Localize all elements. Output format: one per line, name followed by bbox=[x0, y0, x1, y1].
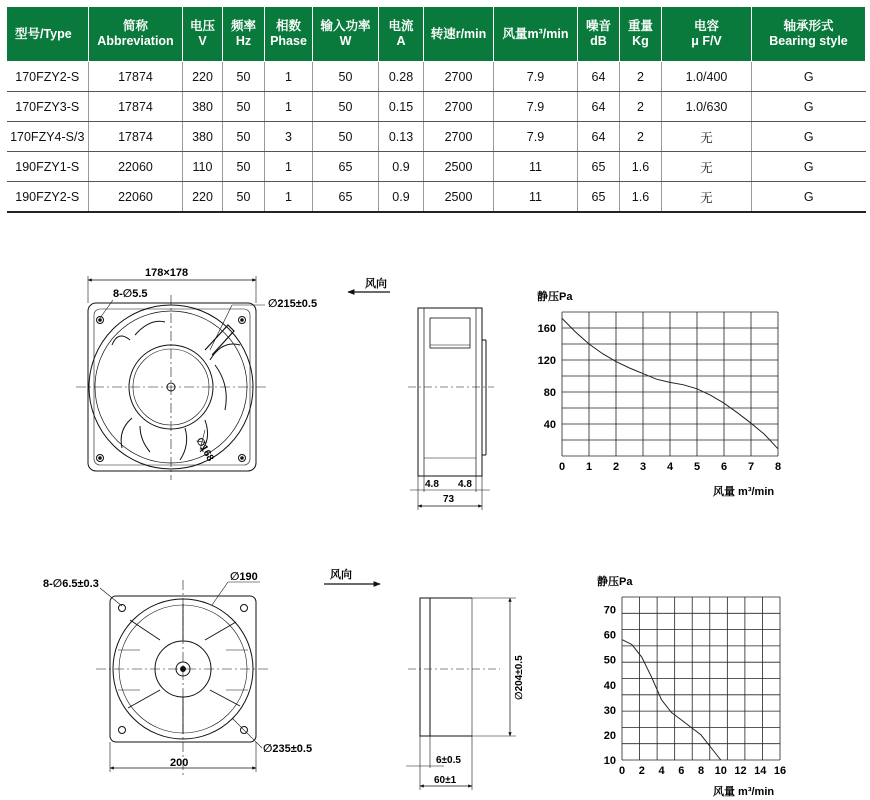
fan2-width-label: 200 bbox=[170, 757, 189, 769]
x-tick-label: 8 bbox=[697, 765, 705, 777]
y-tick-label: 10 bbox=[603, 755, 616, 767]
table-cell: 380 bbox=[183, 92, 223, 122]
chart-title: 静压Pa bbox=[537, 291, 573, 303]
table-cell: 50 bbox=[223, 182, 265, 213]
fan2-airflow-label: 风向 bbox=[330, 569, 352, 581]
table-cell: 220 bbox=[183, 182, 223, 213]
y-tick-label: 20 bbox=[603, 729, 616, 742]
header-label: 重量 bbox=[627, 19, 653, 33]
fan1-side-dim-right: 4.8 bbox=[458, 479, 472, 490]
header-label: 相数 bbox=[275, 19, 301, 33]
table-cell: 11 bbox=[494, 182, 578, 213]
table-cell: 0.28 bbox=[379, 62, 424, 92]
table-cell: 50 bbox=[313, 62, 379, 92]
header-label: 电流 bbox=[388, 19, 414, 33]
table-cell: 1 bbox=[265, 62, 313, 92]
table-cell: 11 bbox=[494, 152, 578, 182]
x-tick-label: 2 bbox=[638, 765, 645, 777]
fan1-side-view bbox=[408, 308, 494, 510]
table-cell: G bbox=[752, 62, 866, 92]
table-cell: 170FZY4-S/3 bbox=[7, 122, 89, 152]
header-sublabel: Hz bbox=[235, 34, 252, 48]
x-tick-label: 2 bbox=[612, 461, 620, 473]
x-tick-label: 6 bbox=[720, 461, 728, 473]
x-tick-label: 5 bbox=[693, 461, 701, 473]
x-tick-label: 6 bbox=[678, 765, 685, 777]
header-label: 输入功率 bbox=[320, 19, 371, 33]
table-cell: 50 bbox=[223, 62, 265, 92]
fan1-side-dim-left: 4.8 bbox=[425, 479, 439, 490]
header-sublabel: Bearing style bbox=[769, 34, 848, 48]
x-tick-label: 4 bbox=[658, 765, 665, 777]
fan1-size-label: 178×178 bbox=[145, 267, 189, 279]
table-cell: 170FZY3-S bbox=[7, 92, 89, 122]
y-tick-label: 50 bbox=[603, 654, 616, 667]
table-cell: 110 bbox=[183, 152, 223, 182]
header-sublabel: V bbox=[198, 34, 207, 48]
header-label: 转速r/min bbox=[430, 26, 487, 41]
header-sublabel: W bbox=[339, 34, 352, 48]
table-cell: 2700 bbox=[424, 122, 494, 152]
table-cell: 1.6 bbox=[620, 152, 662, 182]
fan1-outer-dia-label: ∅215±0.5 bbox=[268, 298, 318, 310]
chart-title: 静压Pa bbox=[597, 576, 633, 588]
table-cell: 22060 bbox=[89, 182, 183, 213]
table-cell: 1.0/630 bbox=[662, 92, 752, 122]
header-label: 轴承形式 bbox=[783, 19, 834, 33]
header-sublabel: μ F/V bbox=[691, 34, 722, 48]
table-cell: 1.0/400 bbox=[662, 62, 752, 92]
fan2-hole-label: 8-∅6.5±0.3 bbox=[43, 578, 99, 590]
y-tick-label: 120 bbox=[537, 355, 556, 367]
y-tick-label: 60 bbox=[603, 629, 616, 642]
table-cell: 65 bbox=[313, 182, 379, 213]
table-cell: 65 bbox=[313, 152, 379, 182]
table-cell: 50 bbox=[223, 152, 265, 182]
table-cell: 2500 bbox=[424, 152, 494, 182]
table-cell: 0.9 bbox=[379, 152, 424, 182]
x-tick-label: 4 bbox=[666, 461, 674, 473]
header-label: 风量m³/min bbox=[502, 26, 569, 41]
header-label: 简称 bbox=[122, 19, 148, 33]
y-tick-label: 160 bbox=[537, 323, 556, 335]
header-sublabel: Abbreviation bbox=[97, 34, 174, 48]
table-cell: 22060 bbox=[89, 152, 183, 182]
table-cell: 50 bbox=[223, 92, 265, 122]
x-tick-label: 1 bbox=[585, 461, 593, 473]
x-tick-label: 14 bbox=[754, 765, 767, 777]
x-tick-label: 0 bbox=[618, 765, 626, 777]
table-cell: 170FZY2-S bbox=[7, 62, 89, 92]
y-tick-label: 70 bbox=[603, 604, 616, 617]
table-cell: G bbox=[752, 182, 866, 213]
table-cell: 7.9 bbox=[494, 62, 578, 92]
table-cell: 2700 bbox=[424, 92, 494, 122]
header-label: 型号/Type bbox=[15, 26, 72, 41]
x-tick-label: 7 bbox=[747, 461, 755, 473]
table-cell: 190FZY2-S bbox=[7, 182, 89, 213]
table-cell: 2700 bbox=[424, 62, 494, 92]
table-cell: 无 bbox=[662, 182, 752, 213]
table-cell: 380 bbox=[183, 122, 223, 152]
table-cell: 7.9 bbox=[494, 92, 578, 122]
table-cell: 2500 bbox=[424, 182, 494, 213]
fan2-side-flange-label: 6±0.5 bbox=[436, 755, 461, 766]
y-tick-label: 80 bbox=[543, 387, 556, 399]
y-tick-label: 40 bbox=[603, 679, 616, 692]
table-cell: 50 bbox=[223, 122, 265, 152]
y-tick-label: 30 bbox=[603, 704, 616, 717]
table-cell: 64 bbox=[578, 62, 620, 92]
table-cell: 0.13 bbox=[379, 122, 424, 152]
x-tick-label: 0 bbox=[558, 461, 566, 473]
series-line-190FZY bbox=[622, 640, 721, 760]
table-cell: 17874 bbox=[89, 62, 183, 92]
fan2-front-view bbox=[96, 580, 270, 778]
table-cell: 0.15 bbox=[379, 92, 424, 122]
x-axis-label: 风量 m³/min bbox=[713, 786, 775, 798]
fan1-front-view bbox=[76, 276, 268, 480]
table-cell: 17874 bbox=[89, 122, 183, 152]
table-cell: 50 bbox=[313, 92, 379, 122]
header-label: 频率 bbox=[230, 19, 256, 33]
header-label: 噪音 bbox=[585, 19, 611, 33]
fan1-side-depth: 73 bbox=[443, 494, 455, 505]
table-cell: G bbox=[752, 152, 866, 182]
table-cell: 无 bbox=[662, 152, 752, 182]
x-tick-label: 16 bbox=[773, 765, 787, 777]
table-cell: 3 bbox=[265, 122, 313, 152]
header-sublabel: A bbox=[396, 34, 406, 48]
table-cell: 1 bbox=[265, 152, 313, 182]
table-cell: 50 bbox=[313, 122, 379, 152]
header-sublabel: Kg bbox=[632, 34, 649, 48]
table-cell: 2 bbox=[620, 122, 662, 152]
header-label: 电容 bbox=[693, 19, 719, 33]
header-sublabel: Phase bbox=[270, 34, 307, 48]
table-cell: 64 bbox=[578, 122, 620, 152]
chart1-pressure-curve bbox=[537, 289, 781, 498]
table-cell: 7.9 bbox=[494, 122, 578, 152]
x-axis-label: 风量 m³/min bbox=[713, 486, 775, 498]
fan2-side-depth-label: 60±1 bbox=[434, 775, 457, 786]
fan2-side-view bbox=[406, 598, 516, 790]
x-tick-label: 3 bbox=[639, 461, 647, 473]
fan2-side-height-label: ∅204±0.5 bbox=[514, 655, 525, 700]
table-cell: 1 bbox=[265, 182, 313, 213]
table-cell: G bbox=[752, 122, 866, 152]
fan1-airflow-label: 风向 bbox=[365, 278, 387, 290]
fan2-dia-label: ∅190 bbox=[230, 571, 258, 583]
fan2-outer-dia-label: ∅235±0.5 bbox=[263, 743, 313, 755]
table-cell: 2 bbox=[620, 62, 662, 92]
x-tick-label: 10 bbox=[714, 765, 727, 777]
fan1-inner-dia-label: ∅168 bbox=[193, 436, 216, 464]
table-cell: 1.6 bbox=[620, 182, 662, 213]
table-cell: 17874 bbox=[89, 92, 183, 122]
table-cell: 2 bbox=[620, 92, 662, 122]
header-label: 电压 bbox=[189, 19, 215, 33]
table-cell: 220 bbox=[183, 62, 223, 92]
chart2-pressure-curve bbox=[597, 574, 786, 798]
table-cell: 190FZY1-S bbox=[7, 152, 89, 182]
y-tick-label: 40 bbox=[543, 419, 556, 431]
table-cell: 64 bbox=[578, 92, 620, 122]
x-tick-label: 12 bbox=[734, 765, 747, 777]
header-sublabel: dB bbox=[590, 34, 607, 48]
table-cell: 65 bbox=[578, 182, 620, 213]
table-cell: 1 bbox=[265, 92, 313, 122]
table-cell: 0.9 bbox=[379, 182, 424, 213]
x-tick-label: 8 bbox=[774, 461, 782, 473]
fan1-hole-label: 8-∅5.5 bbox=[113, 288, 148, 300]
table-cell: 65 bbox=[578, 152, 620, 182]
table-cell: G bbox=[752, 92, 866, 122]
table-cell: 无 bbox=[662, 122, 752, 152]
